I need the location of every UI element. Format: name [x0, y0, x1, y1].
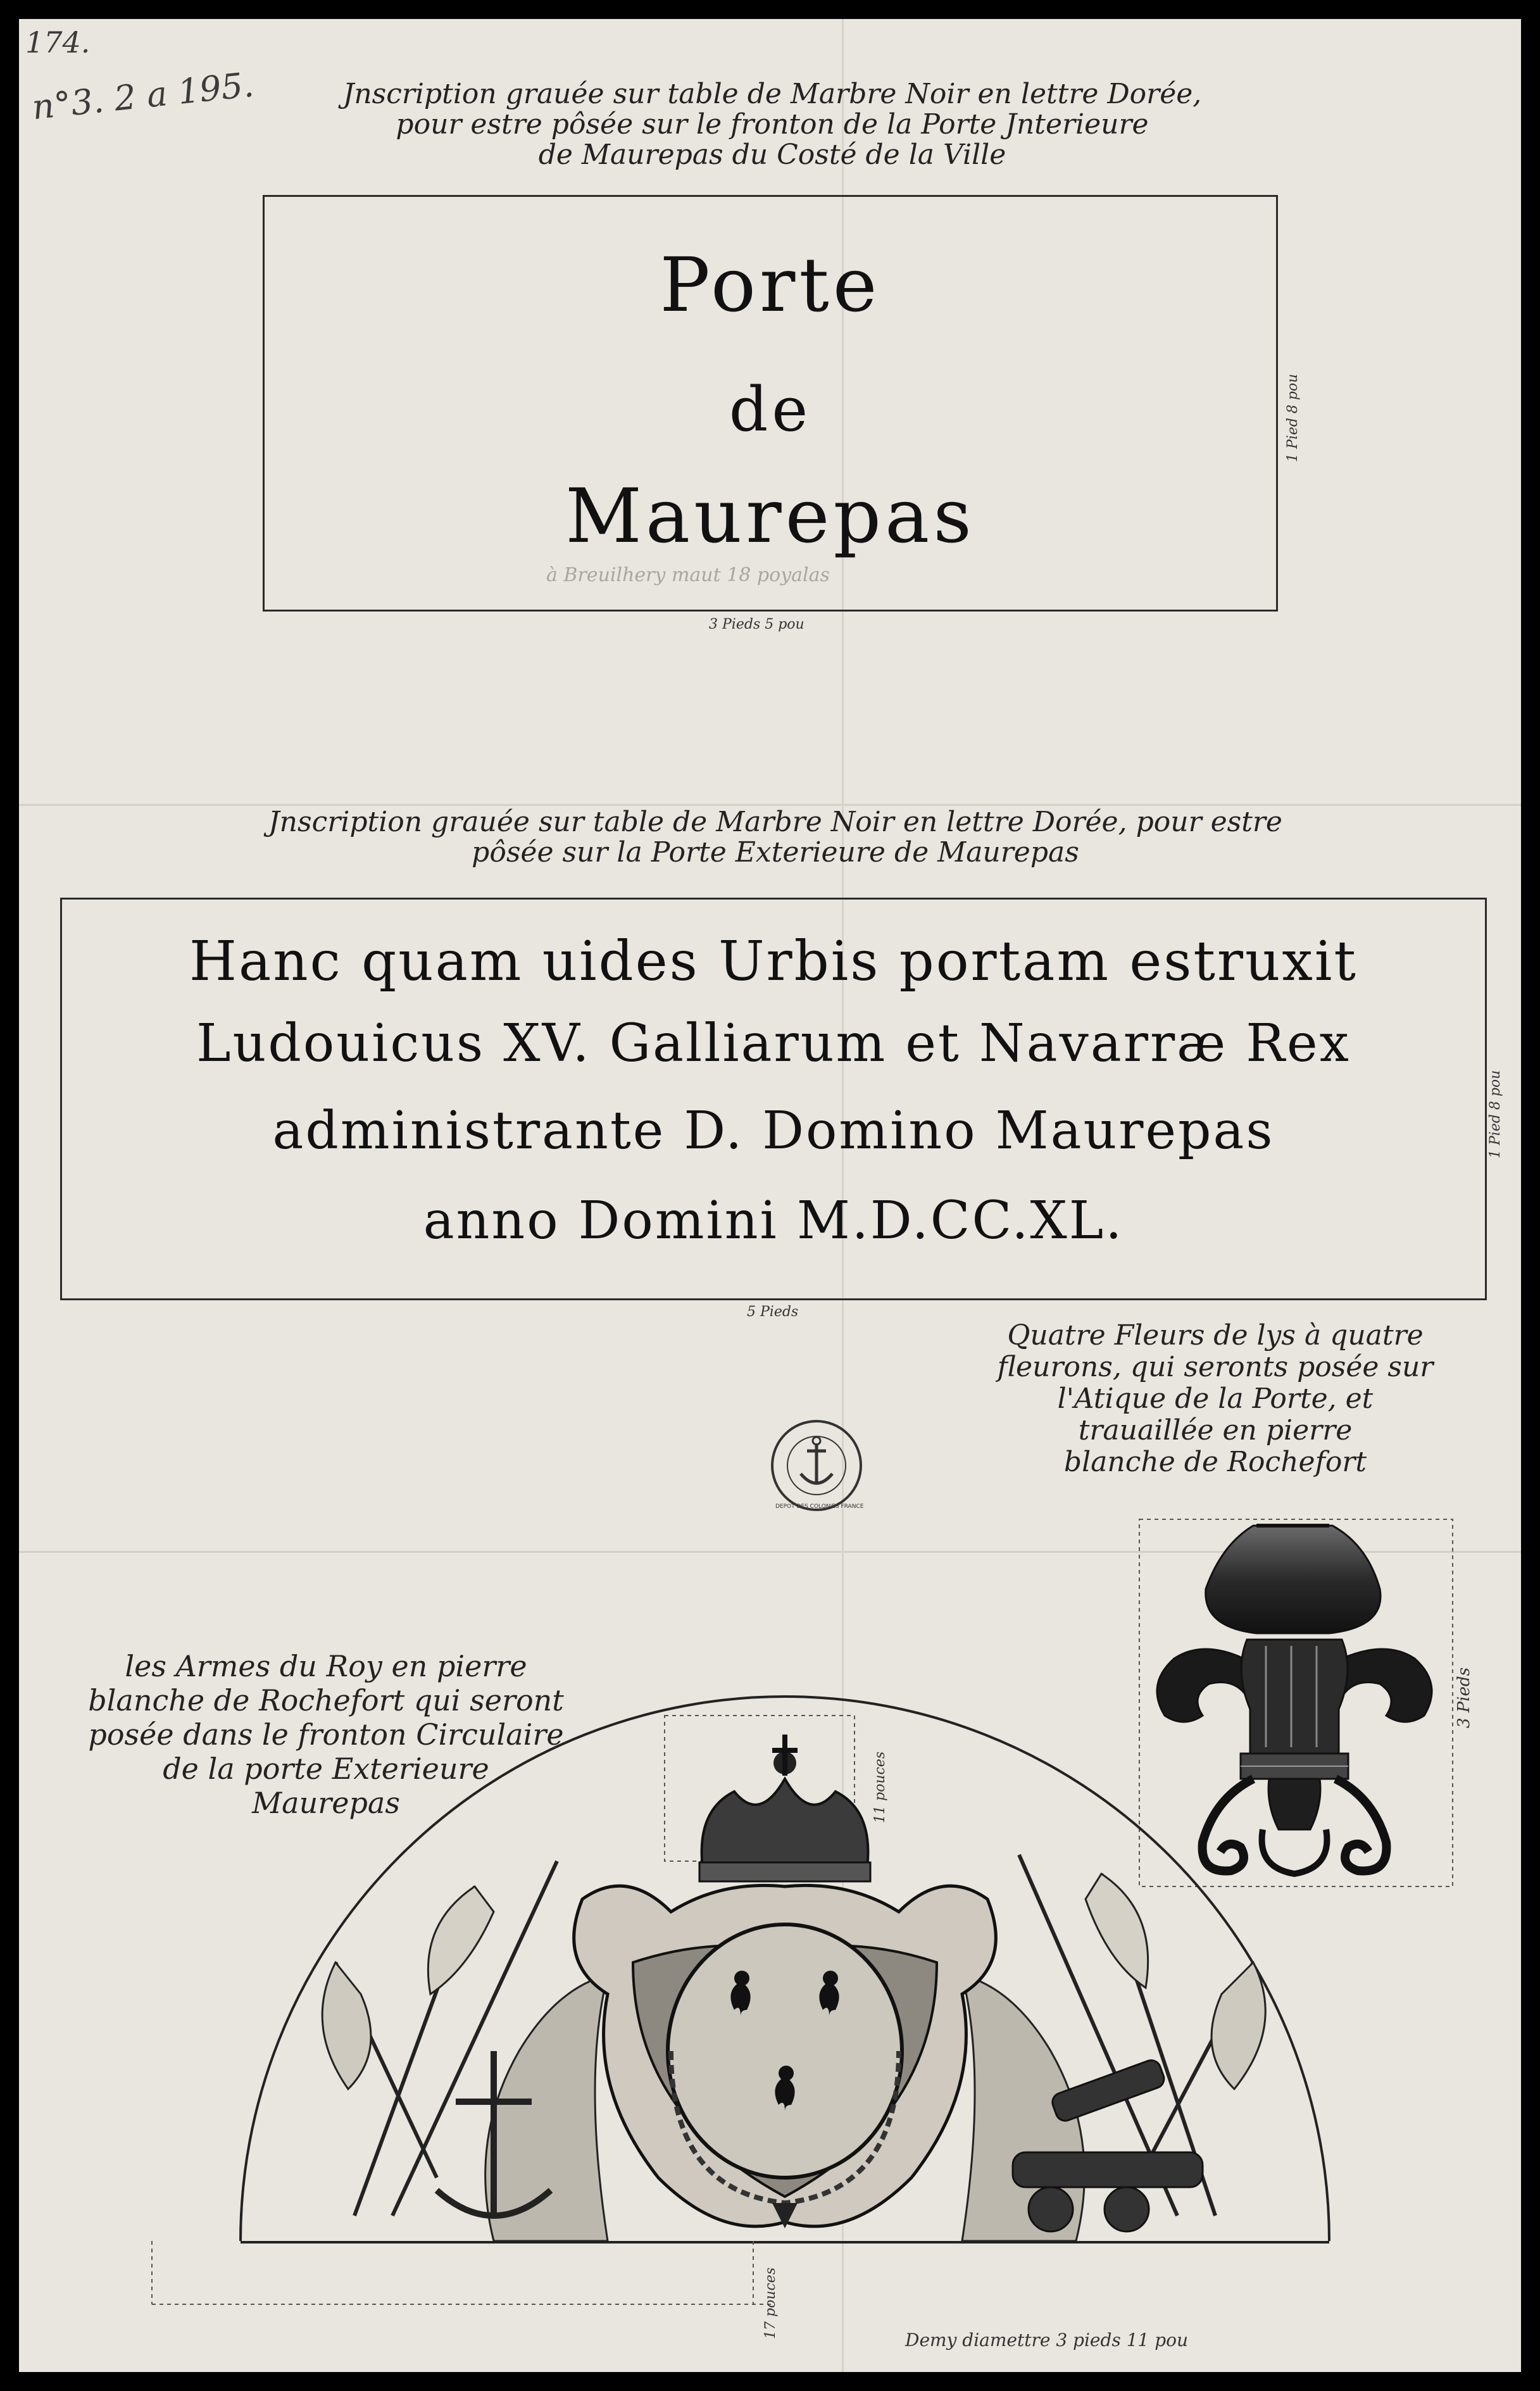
pencil-note: à Breuilhery maut 18 poyalas — [546, 564, 830, 586]
latin-inscription-line: Hanc quam uides Urbis portam estruxit — [189, 930, 1358, 993]
latin-inscription-line: Ludouicus XV. Galliarum et Navarræ Rex — [196, 1014, 1351, 1074]
caption-line: Jnscription grauée sur table de Marbre Noir en lettre Dorée, pour estre — [268, 806, 1282, 838]
caption-line: pour estre pôsée sur le fronton de la Porte Jnterieure — [396, 108, 1149, 141]
base-dimension-label: Demy diamettre 3 pieds 11 pou — [905, 2330, 1189, 2350]
caption-line: pôsée sur la Porte Exterieure de Maurepas — [472, 836, 1079, 869]
anchor-icon — [769, 1418, 864, 1513]
arms-height-label: 17 pouces — [763, 2267, 779, 2339]
latin-inscription-line: anno Domini M.D.CC.XL. — [423, 1191, 1124, 1251]
caption-line: blanche de Rochefort — [1063, 1446, 1367, 1478]
inner-gate-caption — [266, 79, 1279, 170]
fleur-de-lys-caption — [987, 1320, 1443, 1478]
caption-line: Maurepas — [252, 1786, 400, 1820]
crown-height-label: 11 pouces — [872, 1751, 888, 1823]
inscription-title-line: Porte — [660, 241, 881, 329]
caption-line: de Maurepas du Costé de la Ville — [538, 139, 1006, 171]
stamp-text: DEPOT DES COLONIES FRANCE — [775, 1503, 864, 1510]
royal-arms-drawing — [228, 1697, 1355, 2304]
archive-stamp — [769, 1418, 864, 1513]
width-dimension-label: 3 Pieds 5 pou — [709, 617, 804, 632]
height-dimension-label: 3 Pieds — [1455, 1667, 1474, 1728]
outer-gate-inscription-box — [60, 898, 1487, 1300]
inscription-title-line: Maurepas — [565, 472, 975, 560]
caption-line: blanche de Rochefort qui seront — [88, 1683, 564, 1717]
caption-line: les Armes du Roy en pierre — [125, 1649, 527, 1683]
height-dimension-label: 1 Pied 8 pou — [1487, 1070, 1503, 1158]
caption-line: Jnscription grauée sur table de Marbre Noir en lettre Dorée, — [342, 78, 1202, 110]
height-dimension-label: 1 Pied 8 pou — [1285, 373, 1301, 462]
caption-line: l'Atique de la Porte, et — [1057, 1383, 1374, 1415]
folio-number: 174. — [25, 25, 91, 60]
width-dimension-label: 5 Pieds — [747, 1304, 799, 1320]
caption-line: de la porte Exterieure — [163, 1752, 489, 1786]
latin-inscription-line: administrante D. Domino Maurepas — [272, 1101, 1275, 1161]
inscription-title-line: de — [729, 374, 812, 445]
caption-line: fleurons, qui seronts posée sur — [997, 1351, 1434, 1383]
outer-gate-caption — [127, 807, 1424, 868]
caption-line: Quatre Fleurs de lys à quatre — [1007, 1319, 1424, 1352]
caption-line: trauaillée en pierre — [1078, 1414, 1353, 1447]
caption-line: posée dans le fronton Circulaire — [88, 1717, 564, 1752]
manuscript-sheet — [19, 19, 1521, 2372]
inner-gate-inscription-box — [263, 195, 1278, 612]
archive-number: n°3. 2 a 195. — [30, 64, 256, 128]
